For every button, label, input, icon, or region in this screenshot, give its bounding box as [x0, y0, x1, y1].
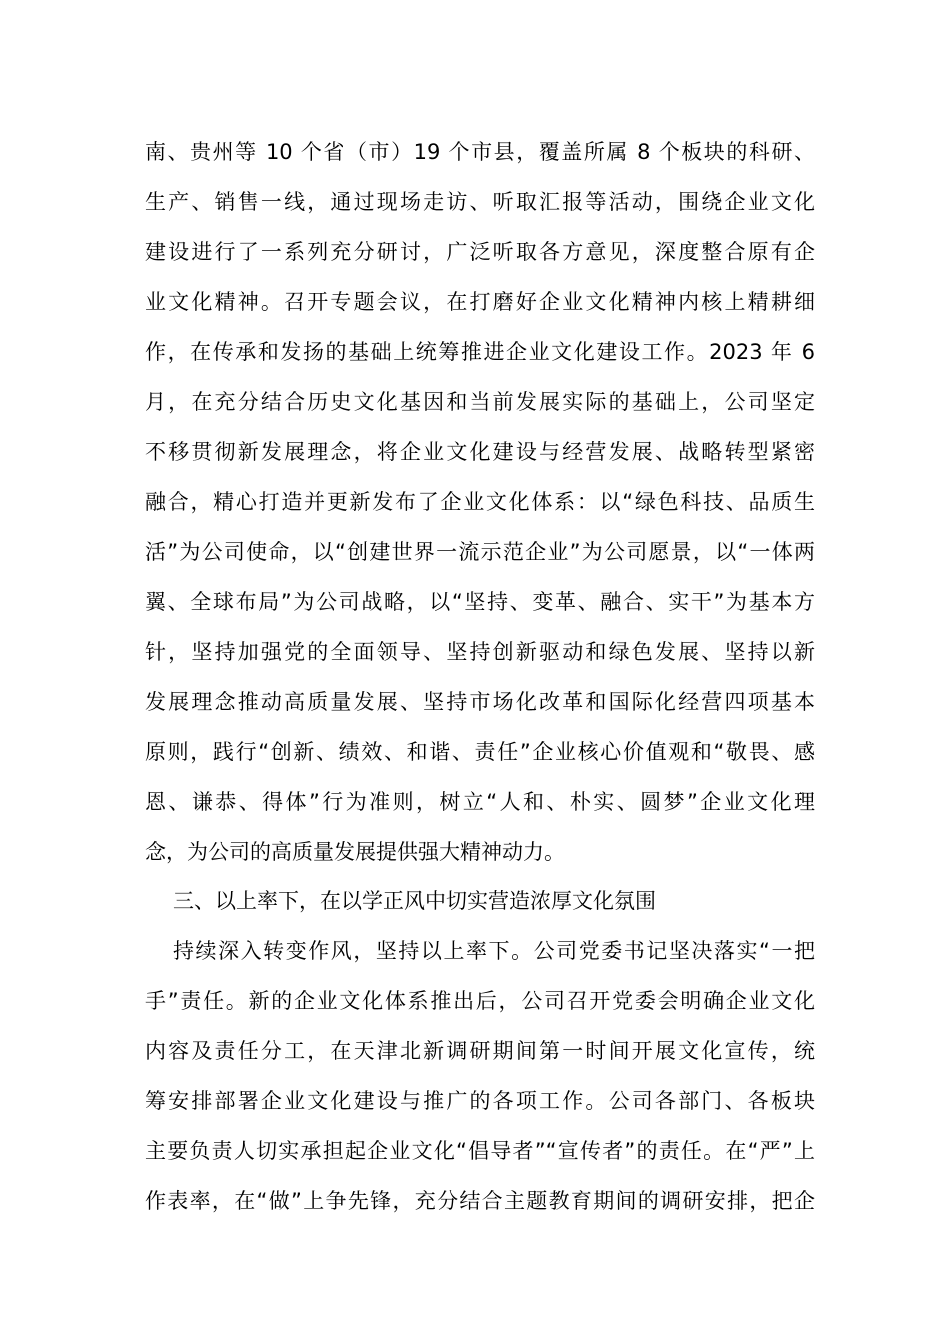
text-line: 持续深入转变作风，坚持以上率下。公司党委书记坚决落实“一把 [173, 939, 815, 963]
text-line: 恩、谦恭、得体”行为准则，树立“人和、朴实、圆梦”企业文化理 [145, 790, 815, 814]
text-line: 念，为公司的高质量发展提供强大精神动力。 [145, 840, 565, 864]
text-line: 作，在传承和发扬的基础上统筹推进企业文化建设工作。2023 年 6 [145, 340, 815, 364]
text-line: 发展理念推动高质量发展、坚持市场化改革和国际化经营四项基本 [145, 690, 815, 714]
text-line: 手”责任。新的企业文化体系推出后，公司召开党委会明确企业文化 [145, 989, 815, 1013]
text-line: 业文化精神。召开专题会议，在打磨好企业文化精神内核上精耕细 [145, 290, 815, 314]
text-line: 内容及责任分工，在天津北新调研期间第一时间开展文化宣传，统 [145, 1039, 815, 1063]
text-line: 针，坚持加强党的全面领导、坚持创新驱动和绿色发展、坚持以新 [145, 640, 815, 664]
text-line: 筹安排部署企业文化建设与推广的各项工作。公司各部门、各板块 [145, 1089, 815, 1113]
text-line: 建设进行了一系列充分研讨，广泛听取各方意见，深度整合原有企 [145, 240, 815, 264]
text-line: 生产、销售一线，通过现场走访、听取汇报等活动，围绕企业文化 [145, 190, 815, 214]
document-body [145, 127, 815, 1226]
text-line: 主要负责人切实承担起企业文化“倡导者”“宣传者”的责任。在“严”上 [145, 1139, 815, 1163]
text-line: 不移贯彻新发展理念，将企业文化建设与经营发展、战略转型紧密 [145, 440, 815, 464]
section-heading: 三、以上率下，在以学正风中切实营造浓厚文化氛围 [173, 889, 656, 913]
text-line: 活”为公司使命，以“创建世界一流示范企业”为公司愿景，以“一体两 [145, 540, 815, 564]
paragraph-continued [145, 127, 815, 877]
text-line: 月，在充分结合历史文化基因和当前发展实际的基础上，公司坚定 [145, 390, 815, 414]
text-line: 作表率，在“做”上争先锋，充分结合主题教育期间的调研安排，把企 [145, 1189, 815, 1213]
text-line: 融合，精心打造并更新发布了企业文化体系：以“绿色科技、品质生 [145, 490, 815, 514]
text-line: 翼、全球布局”为公司战略，以“坚持、变革、融合、实干”为基本方 [145, 590, 815, 614]
text-line: 南、贵州等 10 个省（市）19 个市县，覆盖所属 8 个板块的科研、 [145, 140, 815, 164]
text-line: 原则，践行“创新、绩效、和谐、责任”企业核心价值观和“敬畏、感 [145, 740, 815, 764]
paragraph-next [145, 926, 815, 1226]
